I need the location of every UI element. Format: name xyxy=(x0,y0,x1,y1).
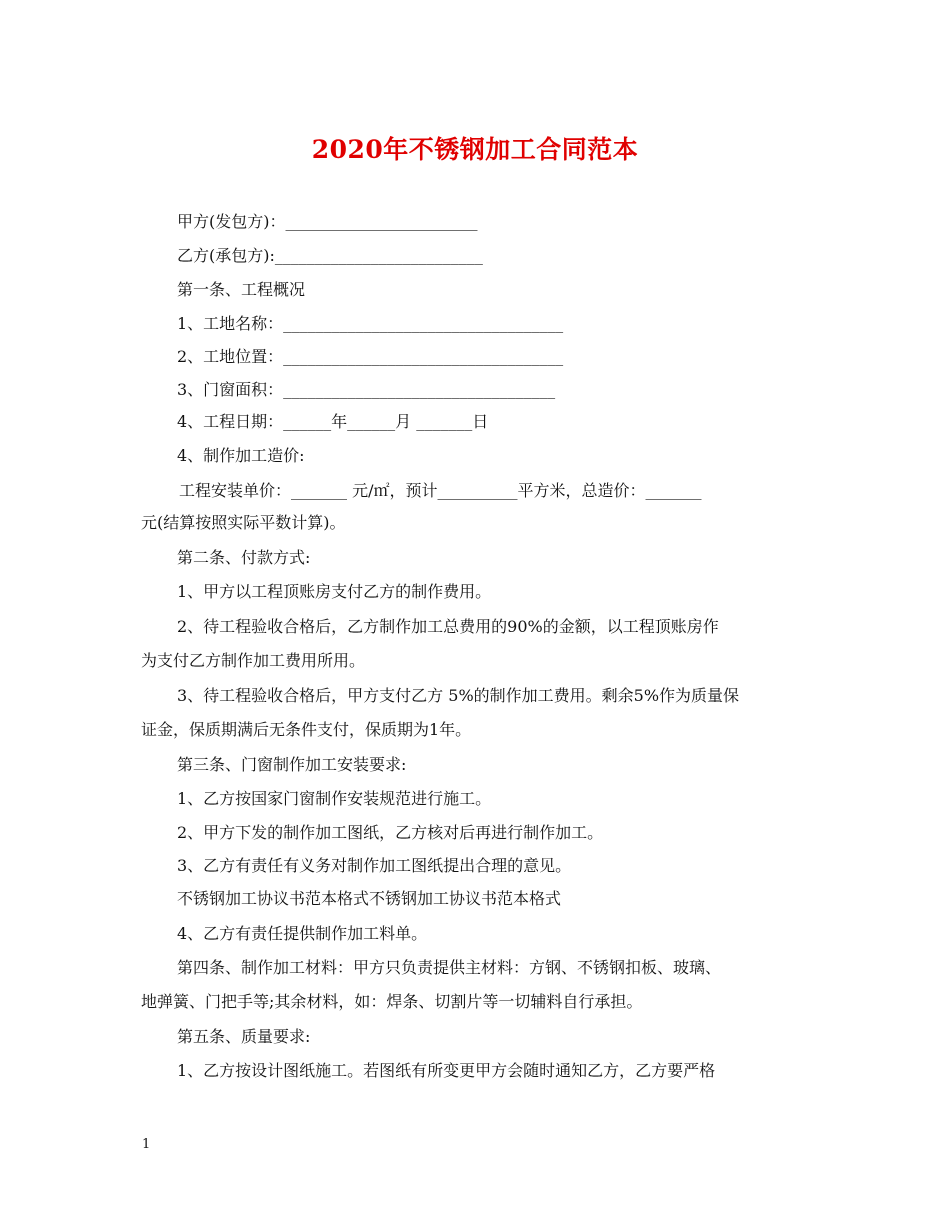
document-title: 2020年不锈钢加工合同范本 xyxy=(311,135,639,164)
line-payment-3-cont: 证金，保质期满后无条件支付，保质期为1年。 xyxy=(141,720,472,739)
line-window-area: 3、门窗面积：__________________________________ xyxy=(177,380,556,399)
line-payment-3: 3、待工程验收合格后，甲方支付乙方 5%的制作加工费用。剩余5%作为质量保 xyxy=(177,686,740,705)
line-party-b: 乙方(承包方):__________________________ xyxy=(177,246,483,265)
line-settlement: 元(结算按照实际平数计算)。 xyxy=(141,513,346,532)
line-payment-2: 2、待工程验收合格后，乙方制作加工总费用的90%的金额，以工程顶账房作 xyxy=(177,617,719,636)
line-quality-1: 1、乙方按设计图纸施工。若图纸有所变更甲方会随时通知乙方，乙方要严格 xyxy=(177,1061,716,1080)
line-req-3: 3、乙方有责任有义务对制作加工图纸提出合理的意见。 xyxy=(177,856,572,875)
line-site-location: 2、工地位置：___________________________________ xyxy=(177,347,564,366)
line-payment-1: 1、甲方以工程顶账房支付乙方的制作费用。 xyxy=(177,582,492,601)
line-article-4-cont: 地弹簧、门把手等;其余材料，如：焊条、切割片等一切辅料自行承担。 xyxy=(141,992,643,1011)
line-article-2: 第二条、付款方式: xyxy=(177,548,311,567)
line-party-a: 甲方(发包方)：________________________ xyxy=(177,212,478,231)
line-article-5: 第五条、质量要求: xyxy=(177,1027,311,1046)
line-req-2: 2、甲方下发的制作加工图纸，乙方核对后再进行制作加工。 xyxy=(177,823,604,842)
page-number: 1 xyxy=(142,1137,151,1152)
line-format-note: 不锈钢加工协议书范本格式不锈钢加工协议书范本格式 xyxy=(177,889,562,908)
line-payment-2-cont: 为支付乙方制作加工费用所用。 xyxy=(141,651,366,670)
line-article-4: 第四条、制作加工材料：甲方只负责提供主材料：方钢、不锈钢扣板、玻璃、 xyxy=(177,958,722,977)
line-req-1: 1、乙方按国家门窗制作安装规范进行施工。 xyxy=(177,789,492,808)
line-cost-heading: 4、制作加工造价: xyxy=(177,446,305,465)
line-req-4: 4、乙方有责任提供制作加工料单。 xyxy=(177,924,428,943)
line-site-name: 1、工地名称：___________________________________ xyxy=(177,314,564,333)
line-article-3: 第三条、门窗制作加工安装要求: xyxy=(177,755,407,774)
line-unit-price: 工程安装单价：_______ 元/㎡，预计__________平方米，总造价：_______ xyxy=(179,481,702,500)
line-article-1: 第一条、工程概况 xyxy=(177,280,306,299)
line-project-date: 4、工程日期：______年______月 _______日 xyxy=(177,412,489,431)
